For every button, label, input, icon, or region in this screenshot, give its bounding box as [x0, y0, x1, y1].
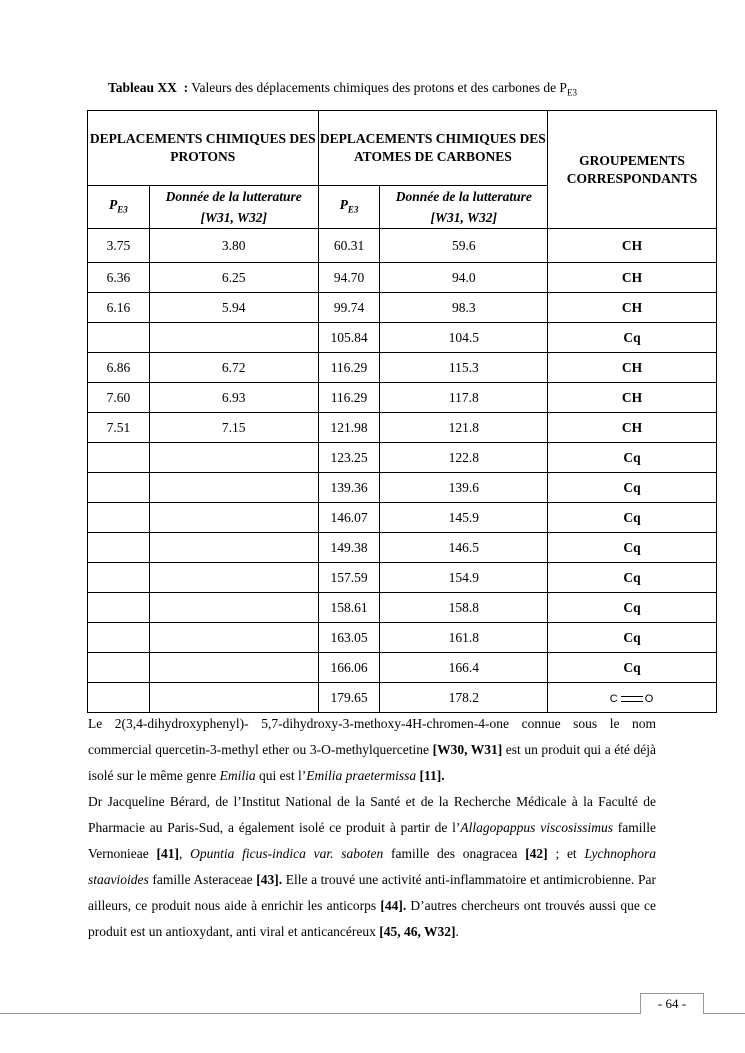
caption-sub: E3: [566, 87, 577, 98]
proton-shift-cell: 6.36: [88, 263, 150, 293]
carbon-lit-cell: 115.3: [380, 353, 548, 383]
proton-lit-cell: [149, 473, 318, 503]
group-cell: [548, 683, 717, 713]
table-row: [88, 683, 717, 713]
carbon-lit-cell: 178.2: [380, 683, 548, 713]
table-row: [88, 533, 717, 563]
table-row: [88, 473, 717, 503]
subheader-lit-protons: Donnée de la lutterature [W31, W32]: [149, 186, 318, 229]
group-cell: CH: [548, 293, 717, 323]
proton-shift-cell: [88, 683, 150, 713]
carbon-shift-cell: 121.98: [318, 413, 380, 443]
header-carbons: DEPLACEMENTS CHIMIQUES DES ATOMES DE CARBONES: [318, 111, 548, 186]
proton-lit-cell: 3.80: [149, 229, 318, 263]
proton-lit-cell: [149, 563, 318, 593]
table-row: [88, 653, 717, 683]
carbon-shift-cell: 116.29: [318, 383, 380, 413]
carbon-lit-cell: 146.5: [380, 533, 548, 563]
carbon-lit-cell: 145.9: [380, 503, 548, 533]
group-cell: CH: [548, 229, 717, 263]
proton-lit-cell: [149, 443, 318, 473]
proton-shift-cell: [88, 503, 150, 533]
carbon-shift-cell: 146.07: [318, 503, 380, 533]
carbon-shift-cell: 149.38: [318, 533, 380, 563]
table-row: [88, 323, 717, 353]
proton-lit-cell: [149, 623, 318, 653]
carbon-shift-cell: 99.74: [318, 293, 380, 323]
carbon-shift-cell: 163.05: [318, 623, 380, 653]
carbon-shift-cell: 105.84: [318, 323, 380, 353]
proton-shift-cell: 7.60: [88, 383, 150, 413]
group-cell: Cq: [548, 533, 717, 563]
proton-lit-cell: [149, 503, 318, 533]
subheader-pe3-carbons: $P_{E3}$: [318, 186, 380, 229]
proton-lit-cell: 6.72: [149, 353, 318, 383]
carbon-shift-cell: 158.61: [318, 593, 380, 623]
table-row: [88, 413, 717, 443]
carbon-lit-cell: 161.8: [380, 623, 548, 653]
proton-lit-cell: [149, 653, 318, 683]
group-cell: Cq: [548, 323, 717, 353]
header-groups: GROUPEMENTS CORRESPONDANTS: [548, 111, 717, 229]
table-caption: [108, 80, 577, 98]
carbon-lit-cell: 154.9: [380, 563, 548, 593]
carbon-lit-cell: 59.6: [380, 229, 548, 263]
table-row: [88, 623, 717, 653]
group-cell: CH: [548, 353, 717, 383]
group-cell: CH: [548, 413, 717, 443]
carbon-lit-cell: 158.8: [380, 593, 548, 623]
carbon-lit-cell: 98.3: [380, 293, 548, 323]
proton-shift-cell: [88, 473, 150, 503]
caption-label: Tableau XX: [108, 80, 177, 95]
group-cell: Cq: [548, 593, 717, 623]
proton-shift-cell: [88, 323, 150, 353]
table-row: [88, 503, 717, 533]
subheader-pe3-protons: $P_{E3}$: [88, 186, 150, 229]
proton-lit-cell: 6.93: [149, 383, 318, 413]
group-cell: Cq: [548, 563, 717, 593]
carbon-shift-cell: 139.36: [318, 473, 380, 503]
carbon-lit-cell: 104.5: [380, 323, 548, 353]
table-row: [88, 563, 717, 593]
proton-lit-cell: 6.25: [149, 263, 318, 293]
chemical-shift-table: [87, 110, 717, 713]
proton-lit-cell: 5.94: [149, 293, 318, 323]
carbon-lit-cell: 121.8: [380, 413, 548, 443]
table-row: [88, 383, 717, 413]
carbon-lit-cell: 122.8: [380, 443, 548, 473]
carbon-lit-cell: 166.4: [380, 653, 548, 683]
proton-shift-cell: [88, 593, 150, 623]
proton-lit-cell: [149, 323, 318, 353]
table-row: [88, 353, 717, 383]
proton-shift-cell: [88, 443, 150, 473]
group-cell: CH: [548, 383, 717, 413]
proton-shift-cell: 6.86: [88, 353, 150, 383]
group-cell: Cq: [548, 443, 717, 473]
subheader-lit-carbons: Donnée de la lutterature [W31, W32]: [380, 186, 548, 229]
group-cell: CH: [548, 263, 717, 293]
proton-shift-cell: 3.75: [88, 229, 150, 263]
header-protons: DEPLACEMENTS CHIMIQUES DES PROTONS: [88, 111, 319, 186]
proton-shift-cell: [88, 623, 150, 653]
proton-lit-cell: [149, 533, 318, 563]
table-row: [88, 593, 717, 623]
proton-lit-cell: 7.15: [149, 413, 318, 443]
carbon-lit-cell: 139.6: [380, 473, 548, 503]
carbon-lit-cell: 94.0: [380, 263, 548, 293]
table-row: [88, 443, 717, 473]
carbon-lit-cell: 117.8: [380, 383, 548, 413]
table-row: [88, 229, 717, 263]
proton-shift-cell: [88, 533, 150, 563]
group-cell: Cq: [548, 653, 717, 683]
carbon-shift-cell: 123.25: [318, 443, 380, 473]
footer-line: [0, 1013, 745, 1014]
table-row: [88, 263, 717, 293]
table-body: [88, 229, 717, 713]
carbon-shift-cell: 157.59: [318, 563, 380, 593]
proton-shift-cell: [88, 563, 150, 593]
proton-shift-cell: 6.16: [88, 293, 150, 323]
caption-colon: :: [183, 80, 189, 95]
carbon-shift-cell: 179.65: [318, 683, 380, 713]
carbon-shift-cell: 94.70: [318, 263, 380, 293]
proton-lit-cell: [149, 593, 318, 623]
paragraph-1: Le 2(3,4-dihydroxyphenyl)- 5,7-dihydroxy-3-methoxy-4H-chromen-4-one connue sous le nom commercial quercetin-3-methyl ether ou 3-O-methylquercetine [W30, W31] est un produit qui a été déjà isolé sur le même genre Emilia qui est l’Emilia praetermissa [11].: [88, 716, 656, 783]
caption-text: Valeurs des déplacements chimiques des protons et des carbones de P: [191, 80, 567, 95]
proton-lit-cell: [149, 683, 318, 713]
group-cell: Cq: [548, 623, 717, 653]
page-number: - 64 -: [640, 993, 704, 1014]
double-bond-icon: [621, 696, 643, 702]
carbon-shift-cell: 116.29: [318, 353, 380, 383]
proton-shift-cell: 7.51: [88, 413, 150, 443]
carbon-shift-cell: 60.31: [318, 229, 380, 263]
paragraph-2: Dr Jacqueline Bérard, de l’Institut National de la Santé et de la Recherche Médicale à la Faculté de Pharmacie au Paris-Sud, a également isolé ce produit à partir de l’Allagopappus viscosissimus famille Vernonieae [41], Opuntia ficus-indica var. saboten famille des onagracea [42] ; et Lychnophora staavioides famille Asteraceae [43]. Elle a trouvé une activité anti-inflammatoire et antimicrobienne. Par ailleurs, ce produit nous aide à enrichir les anticorps [44]. D’autres chercheurs ont trouvés aussi que ce produit est un antioxydant, anti viral et anticancéreux [45, 46, W32].: [88, 794, 657, 939]
carbonyl-symbol: C O: [609, 692, 655, 705]
proton-shift-cell: [88, 653, 150, 683]
group-cell: Cq: [548, 473, 717, 503]
group-cell: Cq: [548, 503, 717, 533]
table-row: [88, 293, 717, 323]
carbon-shift-cell: 166.06: [318, 653, 380, 683]
